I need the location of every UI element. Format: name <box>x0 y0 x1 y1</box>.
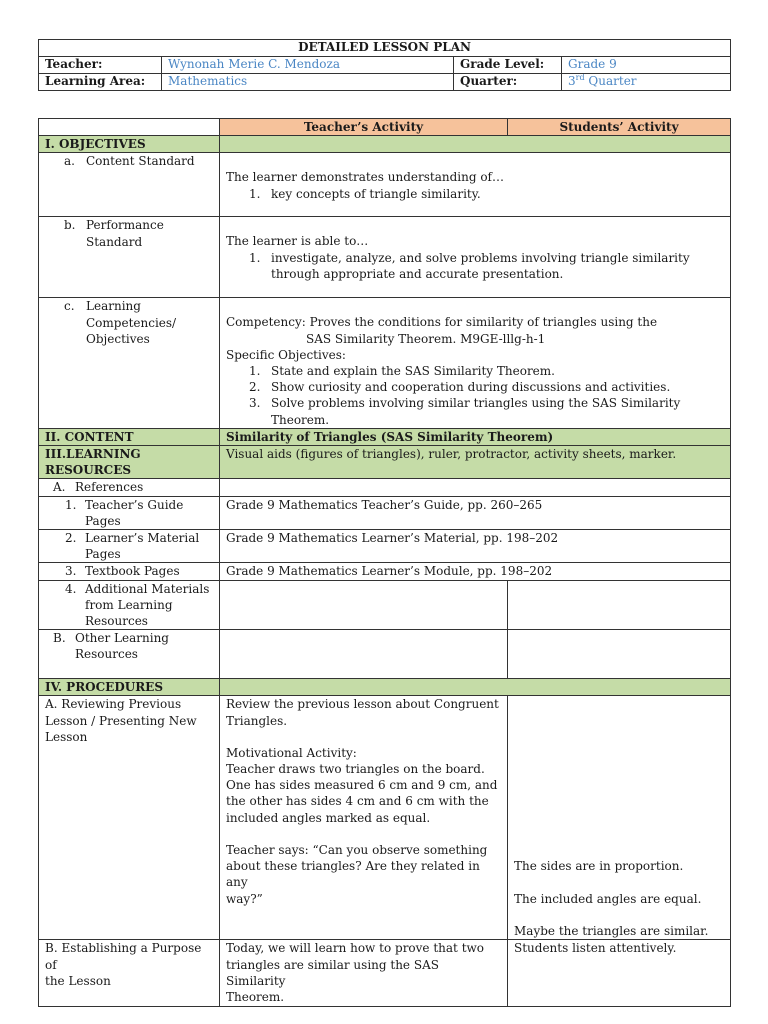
header-table <box>38 39 731 91</box>
procedure-b-student-cell[interactable]: Students listen attentively. <box>508 940 731 1007</box>
content-standard-label: a. Content Standard <box>64 154 195 169</box>
performance-standard-item: 1. investigate, analyze, and solve problems involving triangle similarity through appropriate and accurate presentation. <box>249 250 690 281</box>
performance-standard-intro: The learner is able to… <box>226 234 369 249</box>
quarter-word: Quarter <box>584 74 637 88</box>
procedure-a-teacher-cell[interactable]: Review the previous lesson about Congruent Triangles. Motivational Activity: Teacher draws two triangles on the board. One has sides measured 6 cm and 9 cm, and the other has sides 4 cm and 6 cm with the included angles marked as equal. Teacher says: “Can you observe something about these triangles? Are they related in any way?” <box>220 696 508 940</box>
specific-objective-item: 2. Show curiosity and cooperation during discussions and activities. <box>249 380 671 395</box>
ref-label: 3. Textbook Pages <box>65 564 180 579</box>
ref-label-cell: 2. Learner’s Material Pages <box>39 530 220 563</box>
performance-standard-cell[interactable] <box>220 217 731 298</box>
learning-area-label: Learning Area: <box>39 74 162 91</box>
content-standard-cell[interactable] <box>220 153 731 217</box>
references-cell <box>220 479 731 496</box>
procedure-a-label-cell: A. Reviewing Previous Lesson / Presenting New Lesson <box>39 696 220 940</box>
competencies-label-cell: c. Learning Competencies/ Objectives <box>39 298 220 428</box>
specific-objective-item: 1. State and explain the SAS Similarity Theorem. <box>249 364 555 379</box>
other-resources-label-cell: B. Other Learning Resources <box>39 630 220 679</box>
objectives-heading: I. OBJECTIVES <box>39 136 220 153</box>
ref-value-cell[interactable]: Grade 9 Mathematics Teacher’s Guide, pp. 260–265 <box>220 496 731 529</box>
references-label-cell <box>39 479 220 496</box>
students-activity-header: Students’ Activity <box>508 119 731 136</box>
quarter-number: 3 <box>568 74 576 88</box>
ref-label: 2. Learner’s Material <box>65 531 200 546</box>
teacher-activity-header: Teacher’s Activity <box>220 119 508 136</box>
blank-header-cell <box>39 119 220 136</box>
document-title: DETAILED LESSON PLAN <box>39 40 731 57</box>
content-value[interactable]: Similarity of Triangles (SAS Similarity Theorem) <box>220 428 731 445</box>
grade-level-label: Grade Level: <box>454 57 562 74</box>
competencies-cell[interactable] <box>220 298 731 428</box>
resources-value[interactable]: Visual aids (figures of triangles), ruler, protractor, activity sheets, marker. <box>220 446 731 479</box>
other-resources-teacher-cell[interactable] <box>220 630 508 679</box>
resources-heading: III.LEARNING RESOURCES <box>39 446 220 479</box>
additional-materials-label-cell: 4. Additional Materials from Learning Resources <box>39 580 220 630</box>
quarter-suffix: rd <box>575 73 585 82</box>
quarter-label: Quarter: <box>454 74 562 91</box>
objectives-heading-fill <box>220 136 731 153</box>
motivational-activity-label: Motivational Activity: <box>226 745 357 760</box>
specific-objectives-label: Specific Objectives: <box>226 347 346 362</box>
competencies-label: c. Learning <box>64 299 141 314</box>
other-resources-label: B. Other Learning <box>53 631 169 646</box>
student-response: The included angles are equal. <box>514 891 702 906</box>
additional-materials-teacher-cell[interactable] <box>220 580 508 630</box>
procedure-b-label-cell: B. Establishing a Purpose of the Lesson <box>39 940 220 1007</box>
grade-level-field[interactable]: Grade 9 <box>562 57 731 74</box>
content-standard-item: 1. key concepts of triangle similarity. <box>249 186 481 201</box>
student-response: The sides are in proportion. <box>514 859 684 874</box>
other-resources-student-cell[interactable] <box>508 630 731 679</box>
learning-area-field[interactable]: Mathematics <box>162 74 454 91</box>
student-response: Maybe the triangles are similar. <box>514 923 709 938</box>
content-heading: II. CONTENT <box>39 428 220 445</box>
teacher-label: Teacher: <box>39 57 162 74</box>
teacher-name-field[interactable]: Wynonah Merie C. Mendoza <box>162 57 454 74</box>
specific-objective-item: 3. Solve problems involving similar triangles using the SAS Similarity Theorem. <box>249 396 681 427</box>
competency-line1: Competency: Proves the conditions for similarity of triangles using the <box>226 315 658 330</box>
performance-standard-label-cell: b. Performance Standard <box>39 217 220 298</box>
ref-value-cell[interactable]: Grade 9 Mathematics Learner’s Material, pp. 198–202 <box>220 530 731 563</box>
performance-standard-label: b. Performance <box>64 218 164 233</box>
additional-materials-student-cell[interactable] <box>508 580 731 630</box>
competency-line2: SAS Similarity Theorem. M9GE-lllg-h-1 <box>306 331 546 346</box>
additional-materials-label: 4. Additional Materials <box>65 581 210 596</box>
references-label: A. References <box>53 480 144 495</box>
procedure-b-teacher-cell[interactable]: Today, we will learn how to prove that two triangles are similar using the SAS Similarity Theorem. <box>220 940 508 1007</box>
procedure-a-student-cell[interactable] <box>508 696 731 940</box>
procedures-heading-fill <box>220 679 731 696</box>
content-standard-label-cell <box>39 153 220 217</box>
quarter-field[interactable] <box>562 74 731 91</box>
procedures-heading: IV. PROCEDURES <box>39 679 220 696</box>
lesson-table <box>38 118 731 1007</box>
ref-label-cell <box>39 496 220 529</box>
ref-label: 1. Teacher’s Guide Pages <box>65 497 184 528</box>
content-standard-intro: The learner demonstrates understanding of… <box>226 170 504 185</box>
ref-value-cell[interactable]: Grade 9 Mathematics Learner’s Module, pp. 198–202 <box>220 563 731 580</box>
ref-label-cell <box>39 563 220 580</box>
